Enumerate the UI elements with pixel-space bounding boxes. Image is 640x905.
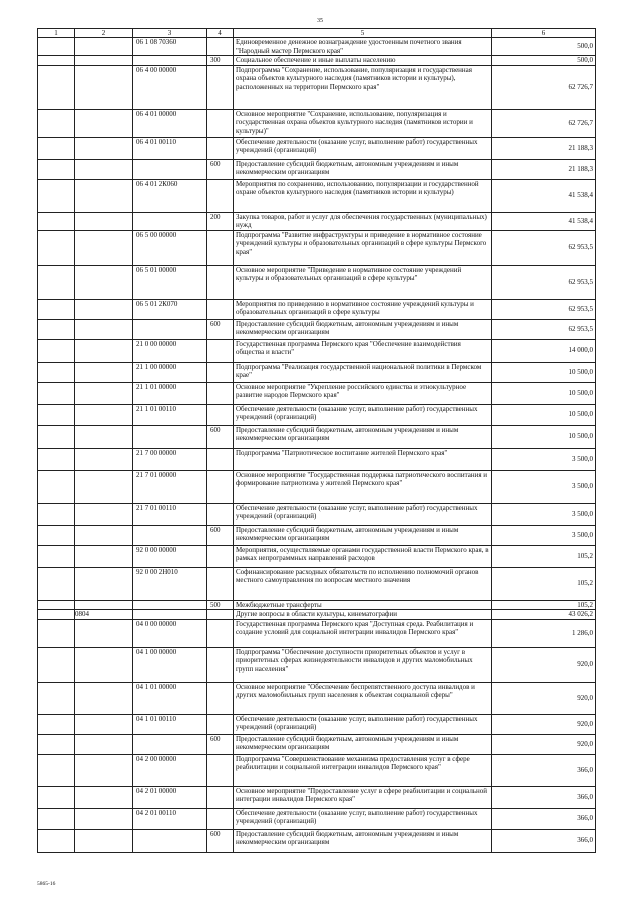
description-cell: Мероприятия по сохранению, использованию, популяризации и государственной охране объектов культурного наследия (памятников истории и культуры) (234, 179, 492, 212)
amount-cell: 920,0 (492, 647, 596, 682)
target-article-cell: 04 2 01 00110 (133, 808, 207, 829)
expense-type-cell (207, 567, 234, 600)
budget-table (37, 28, 596, 853)
table-row (38, 137, 596, 159)
page-number: 35 (317, 18, 323, 24)
amount-cell: 1 286,0 (492, 619, 596, 647)
description-cell: Предоставление субсидий бюджетным, автономным учреждениям и иным некоммерческим организациям (234, 319, 492, 339)
table-row (38, 470, 596, 503)
expense-type-cell: 600 (207, 319, 234, 339)
amount-cell: 14 000,0 (492, 339, 596, 362)
section-code-cell (75, 56, 133, 66)
target-article-cell: 21 7 01 00000 (133, 470, 207, 503)
column-1-cell (38, 299, 75, 319)
column-1-cell (38, 212, 75, 230)
description-cell: Обеспечение деятельности (оказание услуг, выполнение работ) государственных учреждений (организаций) (234, 503, 492, 525)
table-row (38, 230, 596, 265)
target-article-cell: 04 1 00 00000 (133, 647, 207, 682)
target-article-cell: 06 4 01 2К060 (133, 179, 207, 212)
header-cell: 3 (133, 29, 207, 38)
description-cell: Государственная программа Пермского края "Доступная среда. Реабилитация и создание условий для социальной интеграции инвалидов Пермского края" (234, 619, 492, 647)
column-1-cell (38, 808, 75, 829)
header-cell: 5 (234, 29, 492, 38)
section-code-cell (75, 829, 133, 852)
description-cell: Мероприятия, осуществляемые органами государственной власти Пермского края, в рамках непрограммных направлений расходов (234, 545, 492, 567)
description-cell: Подпрограмма "Обеспечение доступности приоритетных объектов и услуг в приоритетных сферах жизнедеятельности инвалидов и других маломобильных групп населения" (234, 647, 492, 682)
expense-type-cell: 600 (207, 525, 234, 545)
expense-type-cell (207, 230, 234, 265)
table-row (38, 212, 596, 230)
column-1-cell (38, 600, 75, 610)
expense-type-cell (207, 682, 234, 714)
target-article-cell (133, 829, 207, 852)
column-1-cell (38, 265, 75, 299)
section-code-cell (75, 137, 133, 159)
table-row (38, 299, 596, 319)
amount-cell: 920,0 (492, 682, 596, 714)
description-cell: Обеспечение деятельности (оказание услуг, выполнение работ) государственных учреждений (организаций) (234, 137, 492, 159)
amount-cell: 10 500,0 (492, 382, 596, 404)
column-1-cell (38, 137, 75, 159)
section-code-cell (75, 179, 133, 212)
expense-type-cell (207, 109, 234, 137)
expense-type-cell (207, 808, 234, 829)
target-article-cell (133, 56, 207, 66)
column-1-cell (38, 754, 75, 786)
expense-type-cell (207, 137, 234, 159)
amount-cell: 41 538,4 (492, 179, 596, 212)
budget-table-body (38, 29, 596, 853)
expense-type-cell (207, 754, 234, 786)
target-article-cell (133, 734, 207, 754)
description-cell: Подпрограмма "Сохранение, использование, популяризация и государственная охрана объектов культурного наследия (памятников истории и культуры), расположенных на территории Пермского края" (234, 65, 492, 109)
expense-type-cell (207, 470, 234, 503)
column-1-cell (38, 503, 75, 525)
description-cell: Другие вопросы в области культуры, кинематографии (234, 610, 492, 620)
target-article-cell (133, 425, 207, 448)
description-cell: Социальное обеспечение и иные выплаты населению (234, 56, 492, 66)
table-row (38, 734, 596, 754)
column-1-cell (38, 682, 75, 714)
section-code-cell (75, 362, 133, 382)
column-1-cell (38, 829, 75, 852)
section-code-cell (75, 567, 133, 600)
expense-type-cell (207, 786, 234, 808)
target-article-cell: 06 4 00 00000 (133, 65, 207, 109)
expense-type-cell: 600 (207, 829, 234, 852)
target-article-cell: 04 1 01 00000 (133, 682, 207, 714)
section-code-cell (75, 600, 133, 610)
section-code-cell (75, 212, 133, 230)
expense-type-cell: 600 (207, 159, 234, 179)
column-1-cell (38, 647, 75, 682)
column-1-cell (38, 179, 75, 212)
section-code-cell (75, 734, 133, 754)
amount-cell: 21 188,3 (492, 159, 596, 179)
description-cell: Подпрограмма "Патриотическое воспитание жителей Пермского края" (234, 448, 492, 470)
section-code-cell (75, 525, 133, 545)
description-cell: Основное мероприятие "Обеспечение беспрепятственного доступа инвалидов и других маломобильных групп населения к объектам социальной сферы" (234, 682, 492, 714)
expense-type-cell (207, 545, 234, 567)
expense-type-cell (207, 610, 234, 620)
table-header-row (38, 29, 596, 38)
column-1-cell (38, 470, 75, 503)
amount-cell: 366,0 (492, 808, 596, 829)
description-cell: Предоставление субсидий бюджетным, автономным учреждениям и иным некоммерческим организациям (234, 734, 492, 754)
section-code-cell (75, 682, 133, 714)
table-row (38, 362, 596, 382)
amount-cell: 3 500,0 (492, 470, 596, 503)
table-row (38, 382, 596, 404)
expense-type-cell (207, 619, 234, 647)
amount-cell: 366,0 (492, 786, 596, 808)
amount-cell: 105,2 (492, 545, 596, 567)
section-code-cell (75, 404, 133, 425)
target-article-cell: 06 5 00 00000 (133, 230, 207, 265)
section-code-cell (75, 265, 133, 299)
table-row (38, 265, 596, 299)
column-1-cell (38, 56, 75, 66)
section-code-cell (75, 38, 133, 56)
target-article-cell: 21 7 00 00000 (133, 448, 207, 470)
description-cell: Мероприятия по приведению в нормативное состояние учреждений культуры и образовательных организаций в сфере культуры (234, 299, 492, 319)
column-1-cell (38, 525, 75, 545)
section-code-cell (75, 109, 133, 137)
amount-cell: 10 500,0 (492, 425, 596, 448)
expense-type-cell: 300 (207, 56, 234, 66)
description-cell: Основное мероприятие "Сохранение, использование, популяризация и государственная охрана объектов культурного наследия (памятников истории и культуры)" (234, 109, 492, 137)
amount-cell: 62 953,5 (492, 230, 596, 265)
description-cell: Государственная программа Пермского края "Обеспечение взаимодействия общества и власти" (234, 339, 492, 362)
description-cell: Обеспечение деятельности (оказание услуг, выполнение работ) государственных учреждений (организаций) (234, 714, 492, 734)
column-1-cell (38, 339, 75, 362)
expense-type-cell (207, 503, 234, 525)
description-cell: Предоставление субсидий бюджетным, автономным учреждениям и иным некоммерческим организациям (234, 525, 492, 545)
description-cell: Закупка товаров, работ и услуг для обеспечения государственных (муниципальных) нужд (234, 212, 492, 230)
target-article-cell (133, 600, 207, 610)
section-code-cell (75, 65, 133, 109)
expense-type-cell (207, 339, 234, 362)
table-row (38, 319, 596, 339)
table-row (38, 682, 596, 714)
description-cell: Основное мероприятие "Приведение в нормативное состояние учреждений культуры и образовательных организаций в сфере культуры" (234, 265, 492, 299)
section-code-cell (75, 619, 133, 647)
target-article-cell: 06 5 01 2К070 (133, 299, 207, 319)
table-row (38, 404, 596, 425)
column-1-cell (38, 404, 75, 425)
column-1-cell (38, 38, 75, 56)
table-row (38, 425, 596, 448)
amount-cell: 62 953,5 (492, 319, 596, 339)
expense-type-cell (207, 404, 234, 425)
expense-type-cell (207, 448, 234, 470)
section-code-cell (75, 159, 133, 179)
table-row (38, 339, 596, 362)
target-article-cell (133, 319, 207, 339)
target-article-cell: 21 7 01 00110 (133, 503, 207, 525)
column-1-cell (38, 65, 75, 109)
column-1-cell (38, 714, 75, 734)
expense-type-cell (207, 647, 234, 682)
expense-type-cell (207, 362, 234, 382)
table-row (38, 448, 596, 470)
description-cell: Основное мероприятие "Укрепление российского единства и этнокультурное развитие народов Пермского края" (234, 382, 492, 404)
section-code-cell: 0804 (75, 610, 133, 620)
expense-type-cell (207, 299, 234, 319)
column-1-cell (38, 734, 75, 754)
amount-cell: 62 726,7 (492, 109, 596, 137)
amount-cell: 10 500,0 (492, 404, 596, 425)
amount-cell: 3 500,0 (492, 448, 596, 470)
header-cell: 1 (38, 29, 75, 38)
expense-type-cell: 200 (207, 212, 234, 230)
description-cell: Предоставление субсидий бюджетным, автономным учреждениям и иным некоммерческим организациям (234, 425, 492, 448)
table-row (38, 179, 596, 212)
description-cell: Единовременное денежное вознаграждение удостоенным почетного звания "Народный мастер Пермского края" (234, 38, 492, 56)
table-row (38, 109, 596, 137)
expense-type-cell (207, 265, 234, 299)
target-article-cell: 04 2 01 00000 (133, 786, 207, 808)
target-article-cell: 04 0 00 00000 (133, 619, 207, 647)
section-code-cell (75, 786, 133, 808)
target-article-cell: 21 1 01 00000 (133, 382, 207, 404)
column-1-cell (38, 786, 75, 808)
column-1-cell (38, 230, 75, 265)
column-1-cell (38, 619, 75, 647)
table-row (38, 503, 596, 525)
target-article-cell: 21 1 00 00000 (133, 362, 207, 382)
section-code-cell (75, 382, 133, 404)
column-1-cell (38, 425, 75, 448)
amount-cell: 920,0 (492, 714, 596, 734)
column-1-cell (38, 319, 75, 339)
amount-cell: 105,2 (492, 567, 596, 600)
table-row (38, 525, 596, 545)
description-cell: Основное мероприятие "Государственная поддержка патриотического воспитания и формирование патриотизма у жителей Пермского края" (234, 470, 492, 503)
section-code-cell (75, 714, 133, 734)
amount-cell: 43 026,2 (492, 610, 596, 620)
target-article-cell: 92 0 00 00000 (133, 545, 207, 567)
description-cell: Обеспечение деятельности (оказание услуг, выполнение работ) государственных учреждений (организаций) (234, 808, 492, 829)
expense-type-cell (207, 714, 234, 734)
amount-cell: 500,0 (492, 56, 596, 66)
description-cell: Предоставление субсидий бюджетным, автономным учреждениям и иным некоммерческим организациям (234, 159, 492, 179)
target-article-cell: 04 1 01 00110 (133, 714, 207, 734)
target-article-cell (133, 212, 207, 230)
description-cell: Межбюджетные трансферты (234, 600, 492, 610)
expense-type-cell: 600 (207, 734, 234, 754)
table-row (38, 38, 596, 56)
target-article-cell: 92 0 00 2Н010 (133, 567, 207, 600)
amount-cell: 62 726,7 (492, 65, 596, 109)
description-cell: Предоставление субсидий бюджетным, автономным учреждениям и иным некоммерческим организациям (234, 829, 492, 852)
section-code-cell (75, 448, 133, 470)
target-article-cell (133, 159, 207, 179)
table-row (38, 567, 596, 600)
expense-type-cell (207, 179, 234, 212)
column-1-cell (38, 610, 75, 620)
section-code-cell (75, 808, 133, 829)
column-1-cell (38, 545, 75, 567)
target-article-cell: 06 5 01 00000 (133, 265, 207, 299)
column-1-cell (38, 382, 75, 404)
amount-cell: 62 953,5 (492, 299, 596, 319)
amount-cell: 366,0 (492, 829, 596, 852)
column-1-cell (38, 362, 75, 382)
section-code-cell (75, 503, 133, 525)
header-cell: 4 (207, 29, 234, 38)
table-row (38, 610, 596, 620)
expense-type-cell (207, 38, 234, 56)
target-article-cell: 04 2 00 00000 (133, 754, 207, 786)
table-row (38, 545, 596, 567)
column-1-cell (38, 159, 75, 179)
table-row (38, 754, 596, 786)
description-cell: Софинансирование расходных обязательств по исполнению полномочий органов местного самоуправления по вопросам местного значения (234, 567, 492, 600)
amount-cell: 3 500,0 (492, 525, 596, 545)
footer-code: 5865-16 (37, 881, 56, 887)
section-code-cell (75, 754, 133, 786)
section-code-cell (75, 230, 133, 265)
column-1-cell (38, 448, 75, 470)
description-cell: Основное мероприятие "Предоставление услуг в сфере реабилитации и социальной интеграции инвалидов Пермского края" (234, 786, 492, 808)
description-cell: Подпрограмма "Развитие инфраструктуры и приведение в нормативное состояние учреждений культуры и образовательных организаций в сфере культуры Пермского края" (234, 230, 492, 265)
target-article-cell: 06 1 08 70360 (133, 38, 207, 56)
column-1-cell (38, 567, 75, 600)
amount-cell: 920,0 (492, 734, 596, 754)
target-article-cell: 06 4 01 00000 (133, 109, 207, 137)
table-row (38, 56, 596, 66)
section-code-cell (75, 339, 133, 362)
column-1-cell (38, 109, 75, 137)
section-code-cell (75, 470, 133, 503)
expense-type-cell (207, 65, 234, 109)
target-article-cell: 06 4 01 00110 (133, 137, 207, 159)
section-code-cell (75, 319, 133, 339)
amount-cell: 500,0 (492, 38, 596, 56)
amount-cell: 21 188,3 (492, 137, 596, 159)
target-article-cell: 21 0 00 00000 (133, 339, 207, 362)
table-row (38, 647, 596, 682)
expense-type-cell (207, 382, 234, 404)
amount-cell: 10 500,0 (492, 362, 596, 382)
target-article-cell (133, 610, 207, 620)
description-cell: Подпрограмма "Реализация государственной национальной политики в Пермском крае" (234, 362, 492, 382)
table-row (38, 65, 596, 109)
description-cell: Подпрограмма "Совершенствование механизма предоставления услуг в сфере реабилитации и социальной интеграции инвалидов Пермского края" (234, 754, 492, 786)
table-row (38, 808, 596, 829)
amount-cell: 41 538,4 (492, 212, 596, 230)
table-row (38, 159, 596, 179)
section-code-cell (75, 425, 133, 448)
header-cell: 6 (492, 29, 596, 38)
table-row (38, 829, 596, 852)
table-row (38, 786, 596, 808)
amount-cell: 3 500,0 (492, 503, 596, 525)
table-row (38, 619, 596, 647)
section-code-cell (75, 647, 133, 682)
amount-cell: 62 953,5 (492, 265, 596, 299)
section-code-cell (75, 545, 133, 567)
target-article-cell (133, 525, 207, 545)
expense-type-cell: 500 (207, 600, 234, 610)
header-cell: 2 (75, 29, 133, 38)
amount-cell: 366,0 (492, 754, 596, 786)
section-code-cell (75, 299, 133, 319)
table-row (38, 600, 596, 610)
amount-cell: 105,2 (492, 600, 596, 610)
description-cell: Обеспечение деятельности (оказание услуг, выполнение работ) государственных учреждений (организаций) (234, 404, 492, 425)
expense-type-cell: 600 (207, 425, 234, 448)
table-row (38, 714, 596, 734)
target-article-cell: 21 1 01 00110 (133, 404, 207, 425)
